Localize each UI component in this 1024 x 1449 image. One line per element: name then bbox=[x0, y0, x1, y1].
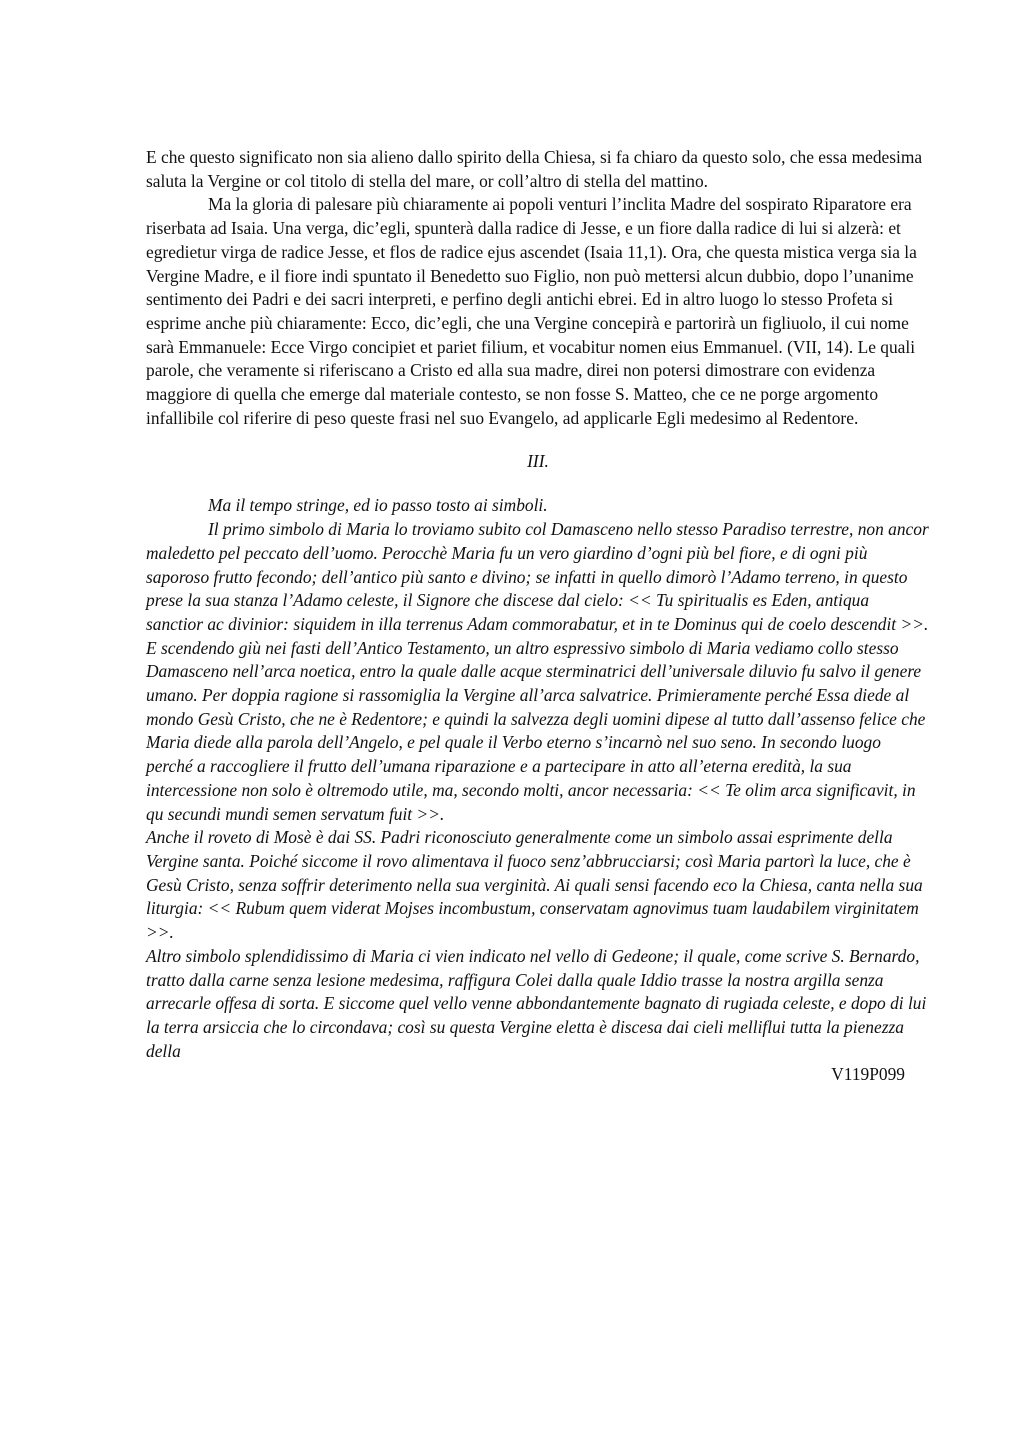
paragraph-stella: E che questo significato non sia alieno dallo spirito della Chiesa, si fa chiaro da questo solo, che essa medesima saluta la Vergine or col titolo di stella del mare, or coll’altro di stella del mattino. bbox=[146, 147, 923, 191]
document-page bbox=[146, 146, 930, 1087]
page-code: V119P099 bbox=[831, 1064, 905, 1085]
paragraph-vello: Altro simbolo splendidissimo di Maria ci vien indicato nel vello di Gedeone; il quale, come scrive S. Bernardo, tratto dalla carne senza lesione medesima, raffigura Colei dalla quale Iddio trasse la nostra argilla senza arrecarle offesa di sorta. E siccome quel vello venne abbondantemente bagnato di rugiada celeste, e dopo di lui la terra arsiccia che lo circondava; così su questa Vergine eletta è discesa dai cieli melliflui tutta la pienezza della bbox=[146, 945, 927, 1061]
paragraph-simboli-intro: Ma il tempo stringe, ed io passo tosto ai simboli. bbox=[208, 495, 548, 516]
italic-section bbox=[146, 494, 930, 1063]
paragraph-paradiso: Il primo simbolo di Maria lo troviamo subito col Damasceno nello stesso Paradiso terrestre, non ancor maledetto pel peccato dell’uomo. Perocchè Maria fu un vero giardino d’ogni più bel fiore, e di ogni più saporoso frutto fecondo; dell’antico più santo e divino; se infatti in quello dimorò l’Adamo terreno, in questo prese la sua stanza l’Adamo celeste, il Signore che discese dal cielo: << Tu spiritualis es Eden, antiqua sanctior ac divinior: siquidem in illa terrenus Adam commorabatur, et in te Dominus qui de coelo descendit >>. bbox=[146, 519, 929, 634]
section-heading: III. bbox=[527, 451, 549, 472]
paragraph-roveto: Anche il roveto di Mosè è dai SS. Padri riconosciuto generalmente come un simbolo assai esprimente della Vergine santa. Poiché siccome il rovo alimentava il fuoco senz’abbrucciarsi; così Maria partorì la luce, che è Gesù Cristo, senza soffrir deterimento nella sua verginità. Ai quali sensi facendo eco la Chiesa, canta nella sua liturgia: << Rubum quem viderat Mojses incombustum, conservatam agnovimus tuam laudabilem virginitatem >>. bbox=[146, 827, 923, 943]
paragraph-isaia: Ma la gloria di palesare più chiaramente ai popoli venturi l’inclita Madre del sospirato Riparatore era riserbata ad Isaia. Una verga, dic’egli, spunterà dalla radice di Jesse, e un fiore dalla radice di lui si alzerà: et egredietur virga de radice Jesse, et flos de radice ejus ascendet (Isaia 11,1). Ora, che questa mistica verga sia la Vergine Madre, e il fiore indi spuntato il Benedetto suo Figlio, non può mettersi alcun dubbio, dopo l’unanime sentimento dei Padri e dei sacri interpreti, e perfino degli antichi ebrei. Ed in altro luogo lo stesso Profeta si esprime anche più chiaramente: Ecco, dic’egli, che una Vergine concepirà e partorirà un figliuolo, il cui nome sarà Emmanuele: Ecce Virgo concipiet et pariet filium, et vocabitur nomen eius Emmanuel. (VII, 14). Le quali parole, che veramente si riferiscano a Cristo ed alla sua madre, direi non potersi dimostrare con evidenza maggiore di quella che emerge dal materiale contesto, se non fosse S. Matteo, che ce ne porge argomento infallibile col riferire di peso queste frasi nel suo Evangelo, ad applicarle Egli medesimo al Redentore. bbox=[146, 194, 917, 428]
paragraph-arca: E scendendo giù nei fasti dell’Antico Testamento, un altro espressivo simbolo di Maria vediamo collo stesso Damasceno nell’arca noetica, entro la quale dalle acque sterminatrici dell’universale diluvio fu salvo il genere umano. Per doppia ragione si rassomiglia la Vergine all’arca salvatrice. Primieramente perché Essa diede al mondo Gesù Cristo, che ne è Redentore; e quindi la salvezza degli uomini dipese al tutto dall’assenso felice che Maria diede alla parola dell’Angelo, e pel quale il Verbo eterno s’incarnò nel suo seno. In secondo luogo perché a raccogliere il frutto dell’umana riparazione e a partecipare in atto all’eterna eredità, la sua intercessione non solo è oltremodo utile, ma, secondo molti, ancor necessaria: << Te olim arca significavit, in qu secundi mundi semen servatum fuit >>. bbox=[146, 637, 926, 824]
